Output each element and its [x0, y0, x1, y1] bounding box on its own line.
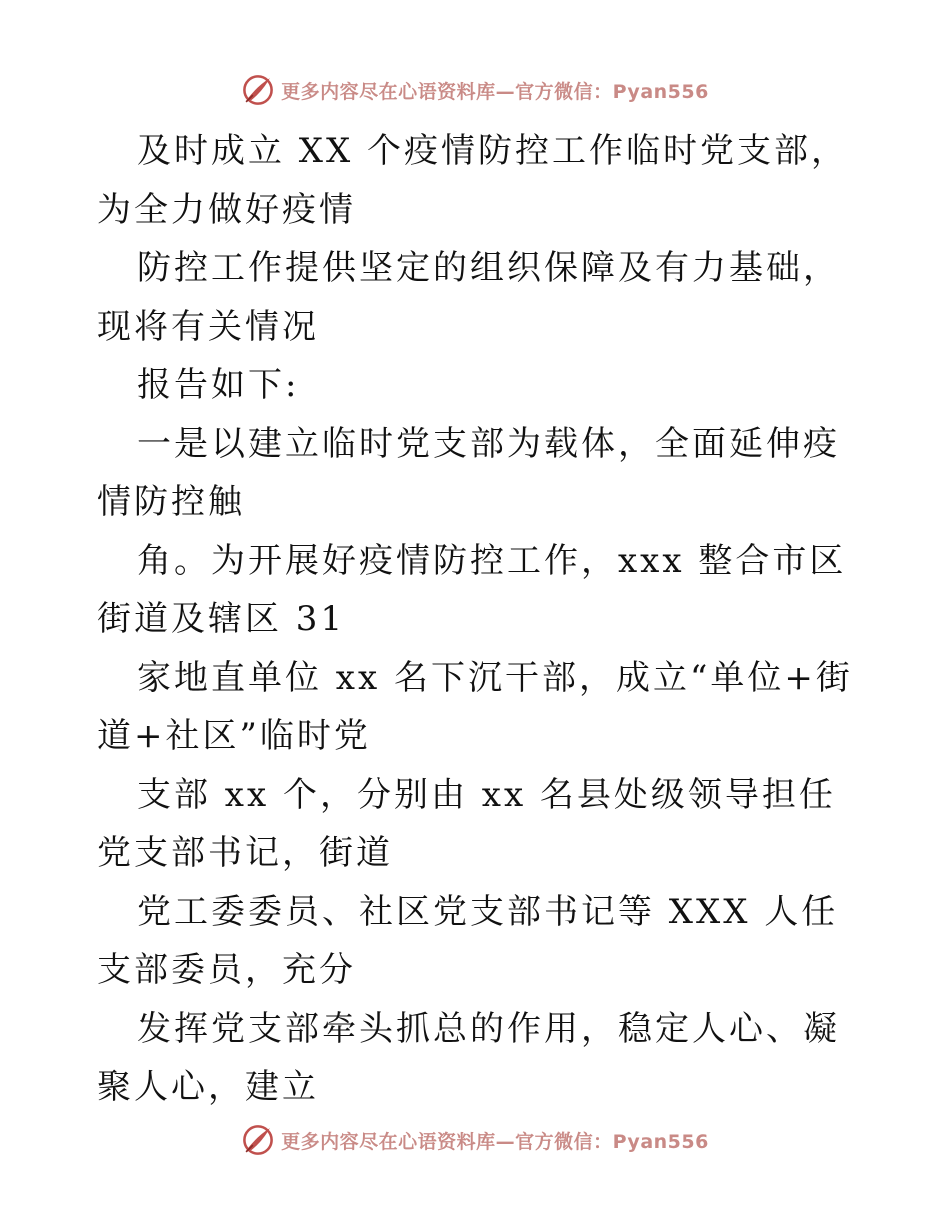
feather-pen-circle-icon	[241, 1123, 275, 1157]
footer-watermark	[0, 1120, 950, 1160]
paragraph: 防控工作提供坚定的组织保障及有力基础，现将有关情况	[97, 248, 840, 347]
paragraph: 支部 xx 个，分别由 xx 名县处级领导担任党支部书记，街道	[97, 774, 836, 873]
paragraph: 党工委委员、社区党支部书记等 XXX 人任支部委员，充分	[97, 891, 839, 990]
feather-pen-circle-icon	[241, 73, 275, 107]
paragraph: 家地直单位 xx 名下沉干部，成立“单位+街道+社区”临时党	[97, 657, 853, 756]
paragraph: 角。为开展好疫情防控工作，xxx 整合市区街道及辖区 31	[97, 540, 847, 639]
document-body	[97, 122, 857, 1117]
watermark-text: 更多内容尽在心语资料库—官方微信：Pyan556	[281, 80, 709, 103]
header-watermark	[0, 70, 950, 110]
paragraph: 发挥党支部牵头抓总的作用，稳定人心、凝聚人心，建立	[97, 1008, 840, 1107]
paragraph: 一是以建立临时党支部为载体，全面延伸疫情防控触	[97, 423, 840, 522]
watermark-text: 更多内容尽在心语资料库—官方微信：Pyan556	[281, 1130, 709, 1153]
paragraph: 报告如下:	[137, 365, 300, 405]
paragraph: 及时成立 XX 个疫情防控工作临时党支部，为全力做好疫情	[97, 131, 849, 230]
